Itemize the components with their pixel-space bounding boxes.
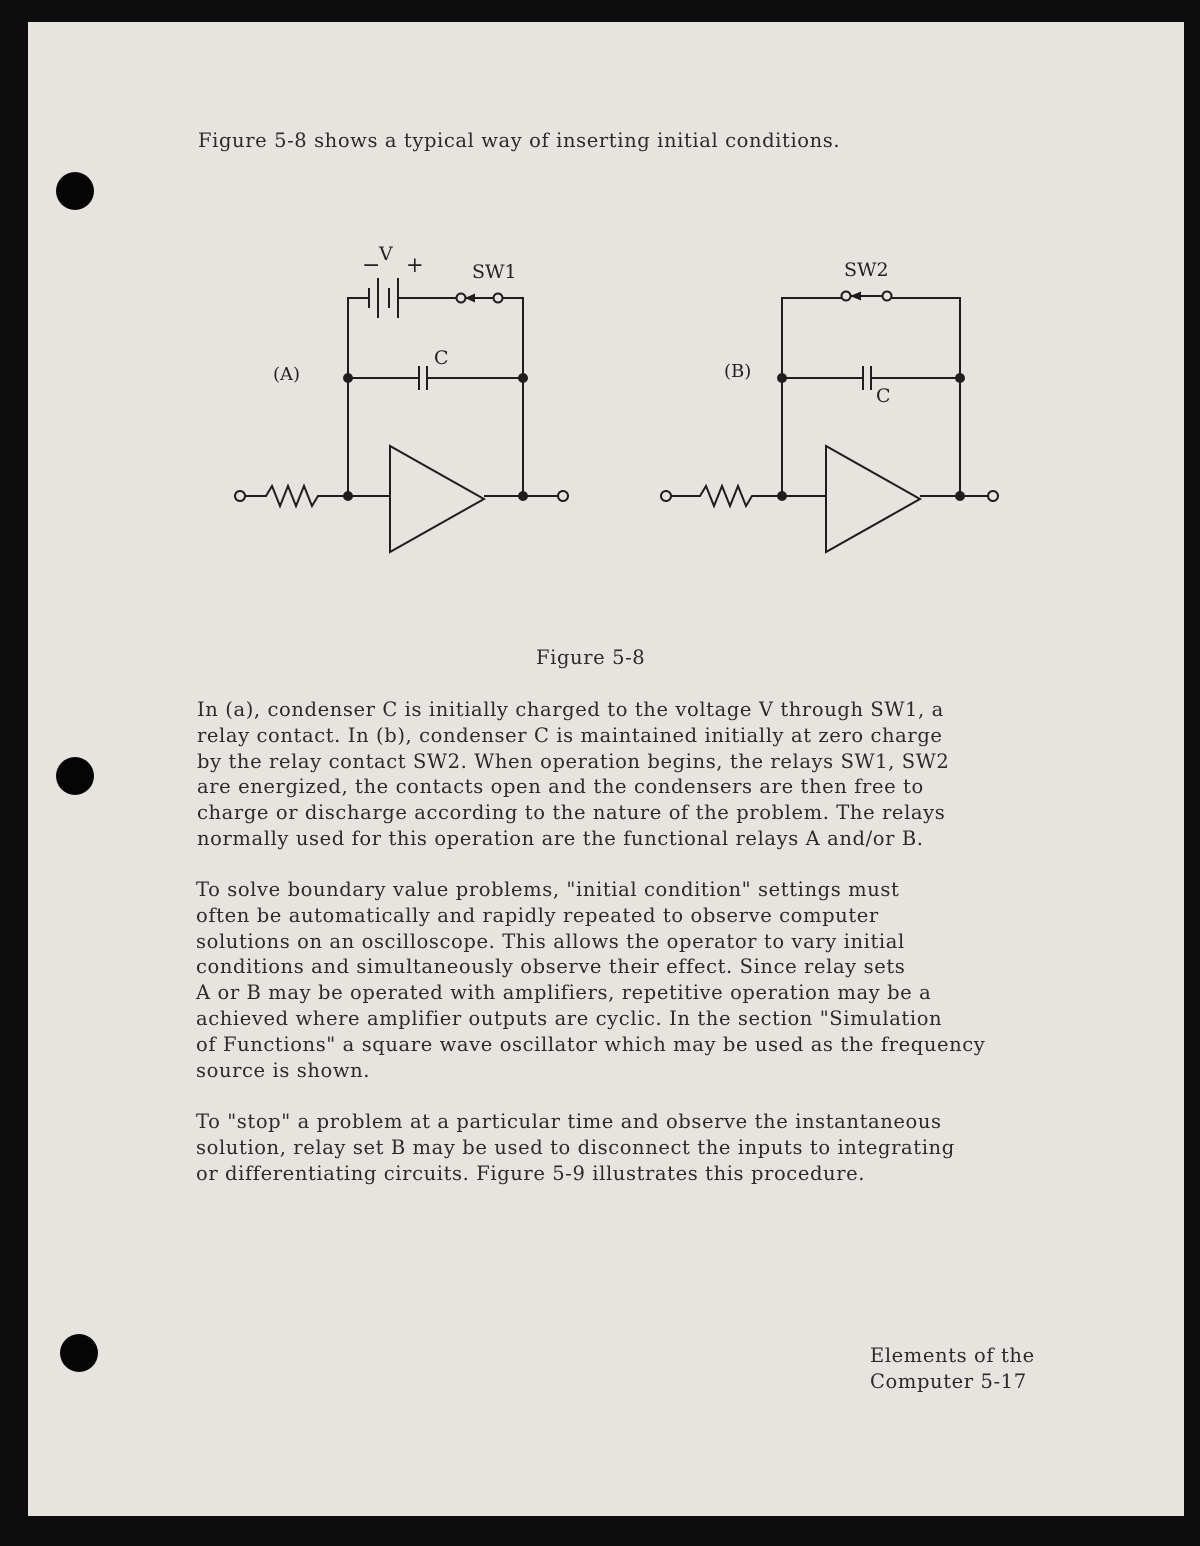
amplifier-a [390, 446, 484, 552]
node-dot [344, 374, 352, 382]
node-dot [956, 374, 964, 382]
sw2-contact [842, 292, 851, 301]
paragraph-line: conditions and simultaneously observe their effect. Since relay sets [196, 955, 906, 979]
paragraph-1 [197, 697, 949, 852]
paragraph-line: or differentiating circuits. Figure 5-9 illustrates this procedure. [196, 1161, 866, 1185]
node-dot [778, 374, 786, 382]
document-page [28, 22, 1184, 1516]
label-battery-minus: − [362, 253, 381, 278]
paragraph-line: solutions on an oscilloscope. This allows the operator to vary initial [196, 929, 905, 953]
footer-line-2: Computer 5-17 [870, 1369, 1027, 1393]
node-dot [344, 492, 352, 500]
punch-hole [56, 757, 94, 795]
node-dot [519, 374, 527, 382]
circuit-a [235, 278, 568, 552]
resistor-b [671, 486, 782, 506]
amplifier-b [826, 446, 920, 552]
paragraph-line: A or B may be operated with amplifiers, repetitive operation may be a [196, 981, 932, 1005]
figure-caption: Figure 5-8 [536, 646, 646, 669]
input-terminal-a [235, 491, 245, 501]
label-panel-a: (A) [273, 364, 301, 385]
label-panel-b: (B) [724, 361, 752, 382]
paragraph-line: charge or discharge according to the nature of the problem. The relays [197, 801, 946, 825]
page-footer [870, 1343, 1035, 1395]
paragraph-line: solution, relay set B may be used to disconnect the inputs to integrating [196, 1135, 955, 1159]
label-cap-b: C [876, 385, 891, 407]
circuit-b [661, 292, 998, 553]
paragraph-line: achieved where amplifier outputs are cyclic. In the section "Simulation [196, 1006, 943, 1030]
node-dot [519, 492, 527, 500]
paragraph-line: source is shown. [196, 1058, 371, 1082]
intro-sentence: Figure 5-8 shows a typical way of inserting initial conditions. [198, 129, 841, 152]
label-sw2: SW2 [844, 259, 889, 281]
punch-hole [60, 1334, 98, 1372]
node-dot [956, 492, 964, 500]
paragraph-line: normally used for this operation are the functional relays A and/or B. [197, 826, 924, 850]
wire-a-battery-loop [348, 298, 369, 496]
sw1-arrow [465, 294, 475, 303]
paragraph-line: In (a), condenser C is initially charged to the voltage V through SW1, a [197, 698, 944, 721]
output-terminal-a [558, 491, 568, 501]
paragraph-line: by the relay contact SW2. When operation begins, the relays SW1, SW2 [197, 749, 950, 773]
label-cap-a: C [434, 347, 449, 369]
wire-a-switch-right [503, 298, 523, 496]
label-battery-v: V [379, 243, 393, 265]
paragraph-line: of Functions" a square wave oscillator which may be used as the frequency [196, 1032, 986, 1056]
paragraph-line: To solve boundary value problems, "initial condition" settings must [196, 878, 900, 901]
sw1-contact [494, 294, 503, 303]
node-dot [778, 492, 786, 500]
sw2-contact [883, 292, 892, 301]
sw1-contact [457, 294, 466, 303]
paragraph-line: often be automatically and rapidly repeated to observe computer [196, 903, 879, 927]
paragraph-line: relay contact. In (b), condenser C is maintained initially at zero charge [197, 723, 943, 747]
paragraph-2 [196, 877, 985, 1083]
output-terminal-b [988, 491, 998, 501]
wire-b-right [892, 298, 960, 496]
label-battery-plus: + [406, 253, 424, 277]
paragraph-3 [196, 1109, 955, 1186]
sw2-arrow [850, 292, 861, 301]
paragraph-line: are energized, the contacts open and the condensers are then free to [197, 775, 924, 799]
figure-5-8-diagram [28, 22, 1184, 642]
label-sw1: SW1 [472, 261, 517, 283]
footer-line-1: Elements of the [870, 1344, 1035, 1367]
paragraph-line: To "stop" a problem at a particular time and observe the instantaneous [196, 1110, 942, 1133]
input-terminal-b [661, 491, 671, 501]
resistor-a [245, 486, 348, 506]
wire-b-left [782, 298, 842, 496]
